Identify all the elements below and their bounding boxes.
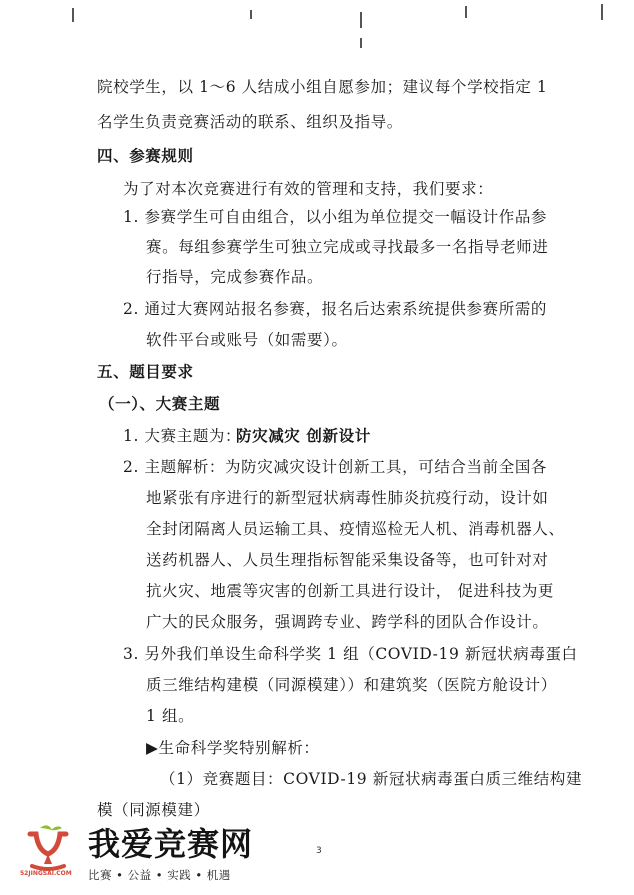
scan-artifact [360,38,362,48]
list-item: 1. 大赛主题为： [123,427,242,445]
scan-artifact [465,6,467,18]
subsection-heading: （一）、大赛主题 [99,394,221,413]
body-line: 抗火灾、地震等灾害的创新工具进行设计， 促进科技为更 [146,582,555,600]
scan-artifact [360,12,362,28]
contest-theme: 防灾减灾 创新设计 [236,426,371,445]
body-line: 为了对本次竞赛进行有效的管理和支持，我们要求： [123,180,494,198]
section-heading: 五、题目要求 [97,362,194,381]
watermark-slogan: 比赛 • 公益 • 实践 • 机遇 [88,868,231,882]
body-line: 送药机器人、人员生理指标智能采集设备等，也可针对对 [146,551,549,569]
body-line: 广大的民众服务，强调跨专业、跨学科的团队合作设计。 [146,613,549,631]
body-line: 赛。每组参赛学生可独立完成或寻找最多一名指导老师进 [146,238,549,256]
body-line: 1 组。 [146,707,195,725]
list-item: 2. 通过大赛网站报名参赛，报名后达索系统提供参赛所需的 [123,300,548,318]
trophy-logo-icon [18,822,82,872]
body-line: 全封闭隔离人员运输工具、疫情巡检无人机、消毒机器人、 [146,520,565,538]
body-line: 行指导，完成参赛作品。 [146,268,324,286]
scan-artifact [72,8,74,22]
body-line: （1）竞赛题目：COVID-19 新冠状病毒蛋白质三维结构建 [160,770,583,788]
watermark-title: 我爱竞赛网 [88,825,254,863]
list-item: 1. 参赛学生可自由组合，以小组为单位提交一幅设计作品参 [123,208,548,226]
body-line: 模（同源模建） [97,801,210,819]
body-line: 院校学生，以 1～6 人结成小组自愿参加；建议每个学校指定 1 [97,78,548,96]
subheading-line: ▶生命科学奖特别解析： [146,739,320,757]
body-line: 名学生负责竞赛活动的联系、组织及指导。 [97,113,403,131]
list-item: 3. 另外我们单设生命科学奖 1 组（COVID-19 新冠状病毒蛋白 [123,645,578,663]
watermark-site: 52JINGSAI.COM [20,870,72,877]
scan-artifact [250,10,252,19]
section-heading: 四、参赛规则 [97,146,194,165]
body-line: 质三维结构建模（同源模建））和建筑奖（医院方舱设计） [146,676,557,694]
body-line: 软件平台或账号（如需要）。 [146,331,348,349]
watermark-logo [18,822,258,888]
list-item: 2. 主题解析：为防灾减灾设计创新工具，可结合当前全国各 [123,458,548,476]
scan-artifact [601,4,603,20]
page-number: 3 [316,846,322,856]
body-line: 地紧张有序进行的新型冠状病毒性肺炎抗疫行动，设计如 [146,489,549,507]
